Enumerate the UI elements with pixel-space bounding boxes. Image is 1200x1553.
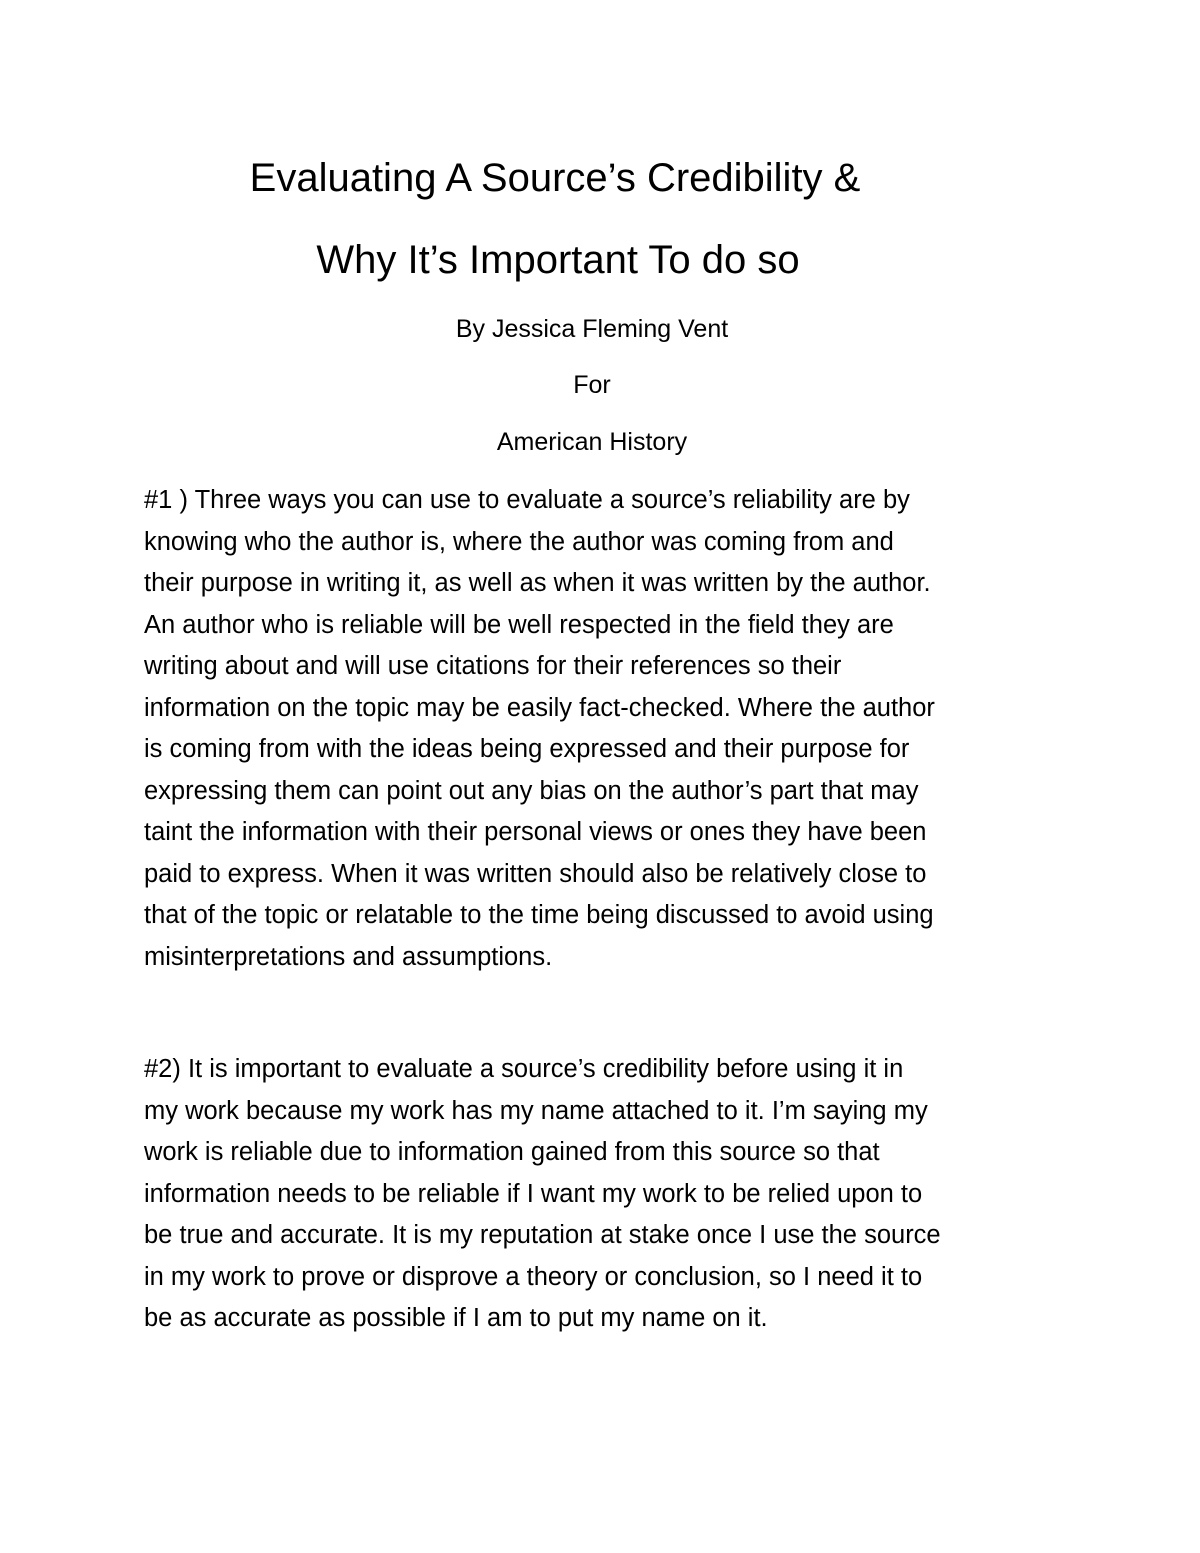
- paragraph-line: An author who is reliable will be well respected in the field they are: [144, 610, 894, 639]
- paragraph-line: my work because my work has my name attached to it. I’m saying my: [144, 1096, 928, 1125]
- paragraph-line: be true and accurate. It is my reputation at stake once I use the source: [144, 1221, 941, 1249]
- for-label: For: [573, 371, 611, 399]
- paragraph-line: is coming from with the ideas being expressed and their purpose for: [144, 735, 910, 763]
- paragraph-line: information needs to be reliable if I want my work to be relied upon to: [144, 1179, 923, 1208]
- paragraph-line: work is reliable due to information gained from this source so that: [144, 1138, 880, 1166]
- paragraph-line: knowing who the author is, where the author was coming from and: [144, 527, 894, 556]
- title-line-1: Evaluating A Source’s Credibility &: [249, 156, 861, 200]
- paragraph-line: that of the topic or relatable to the time being discussed to avoid using: [144, 901, 934, 929]
- paragraph-1: [144, 480, 1084, 978]
- course-name: American History: [496, 428, 688, 456]
- paragraph-line: expressing them can point out any bias on the author’s part that may: [144, 776, 919, 805]
- paragraph-line: information on the topic may be easily fact-checked. Where the author: [144, 693, 935, 722]
- paragraph-line: their purpose in writing it, as well as when it was written by the author.: [144, 569, 931, 597]
- paragraph-line: writing about and will use citations for their references so their: [144, 652, 842, 680]
- paragraph-line: #2) It is important to evaluate a source’s credibility before using it in: [144, 1055, 904, 1083]
- paragraph-line: be as accurate as possible if I am to put my name on it.: [144, 1304, 768, 1332]
- paragraph-line: misinterpretations and assumptions.: [144, 942, 553, 971]
- paragraph-line: taint the information with their personal views or ones they have been: [144, 818, 927, 846]
- paragraph-line: paid to express. When it was written should also be relatively close to: [144, 859, 927, 888]
- byline: By Jessica Fleming Vent: [455, 315, 729, 343]
- title-line-2: Why It’s Important To do so: [316, 238, 800, 282]
- paragraph-line: #1 ) Three ways you can use to evaluate a source’s reliability are by: [144, 486, 910, 514]
- paragraph-line: in my work to prove or disprove a theory or conclusion, so I need it to: [144, 1262, 923, 1291]
- paragraph-2: [144, 1049, 1084, 1340]
